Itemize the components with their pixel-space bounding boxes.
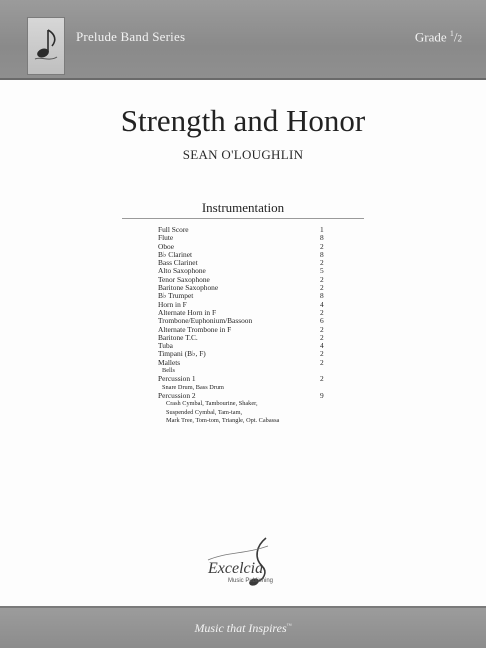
instrument-name: Timpani (B♭, F) (158, 349, 206, 359)
instrument-name: Tuba (158, 341, 173, 351)
instrument-quantity: 6 (320, 316, 324, 326)
instrument-row (158, 334, 338, 342)
instrument-name: Flute (158, 233, 174, 243)
instrument-row (158, 375, 338, 383)
instrument-quantity: 4 (320, 341, 324, 351)
instrument-name: Baritone T.C. (158, 332, 198, 342)
instrument-quantity: 2 (320, 324, 324, 334)
instrument-quantity: 8 (320, 291, 324, 301)
instrumentation-list (158, 226, 338, 425)
tagline-text: Music that Inspires (194, 621, 287, 635)
instrument-quantity: 4 (320, 299, 324, 309)
instrument-row (158, 359, 338, 367)
series-name: Prelude Band Series (76, 29, 186, 44)
instrument-name: Oboe (158, 241, 175, 251)
instrument-quantity: 2 (320, 258, 324, 268)
instrument-row (158, 350, 338, 358)
instrument-row (158, 226, 338, 234)
instrument-quantity: 2 (320, 357, 324, 367)
instrument-name: Bass Clarinet (158, 258, 198, 268)
instrument-name: Trombone/Euphonium/Bassoon (158, 316, 253, 326)
header-divider (0, 78, 486, 80)
instrument-name: B♭ Clarinet (158, 249, 193, 259)
instrumentation-heading: Instrumentation (201, 200, 285, 215)
publisher-subtitle: Music Publishing (228, 578, 274, 584)
instrument-quantity: 9 (320, 390, 324, 400)
instrument-name: B♭ Trumpet (158, 291, 194, 301)
series-logo-icon (27, 17, 65, 75)
instrument-row (158, 234, 338, 242)
instrument-quantity: 5 (320, 266, 324, 276)
instrument-note (158, 409, 338, 417)
piece-title: Strength and Honor (120, 103, 366, 138)
instrument-quantity: 2 (320, 274, 324, 284)
instrument-name: Snare Drum, Bass Drum (162, 383, 224, 391)
header-band (0, 0, 486, 78)
publisher-name: Excelcia (208, 560, 264, 577)
instrument-name: Mark Tree, Tom-tom, Triangle, Opt. Cabassa (166, 416, 280, 424)
composer-name: SEAN O'LOUGHLIN (182, 147, 304, 162)
instrument-name: Crash Cymbal, Tambourine, Shaker, (166, 400, 258, 408)
instrumentation-divider (122, 218, 364, 219)
instrument-note (158, 417, 338, 425)
instrument-name: Percussion 2 (158, 390, 196, 400)
instrument-quantity: 8 (320, 233, 324, 243)
grade-numerator: 1 (449, 29, 454, 38)
instrument-name: Suspended Cymbal, Tam-tam, (166, 408, 243, 416)
trademark-symbol: ™ (286, 624, 292, 629)
instrument-name: Horn in F (158, 299, 187, 309)
instrument-note (158, 400, 338, 408)
instrument-name: Alternate Horn in F (158, 307, 217, 317)
instrument-name: Tenor Saxophone (158, 274, 210, 284)
instrument-name: Alternate Trombone in F (158, 324, 232, 334)
instrument-quantity: 1 (320, 225, 324, 234)
instrument-quantity: 2 (320, 349, 324, 359)
instrument-quantity: 2 (320, 241, 324, 251)
instrument-name: Alto Saxophone (158, 266, 206, 276)
instrument-name: Baritone Saxophone (158, 283, 219, 293)
instrument-quantity: 2 (320, 374, 324, 384)
instrument-name: Full Score (158, 225, 189, 234)
instrument-name: Percussion 1 (158, 374, 196, 384)
instrument-name: Mallets (158, 357, 181, 367)
instrument-quantity: 2 (320, 283, 324, 293)
instrument-name: Bells (162, 367, 175, 375)
grade-label: Grade $^1$/2 (414, 29, 462, 45)
grade-denominator: 2 (457, 33, 462, 44)
instrument-quantity: 2 (320, 332, 324, 342)
grade-prefix: Grade (414, 29, 450, 45)
instrument-row (158, 392, 338, 400)
instrument-quantity: 2 (320, 307, 324, 317)
instrument-quantity: 8 (320, 249, 324, 259)
footer-tagline (0, 621, 486, 636)
